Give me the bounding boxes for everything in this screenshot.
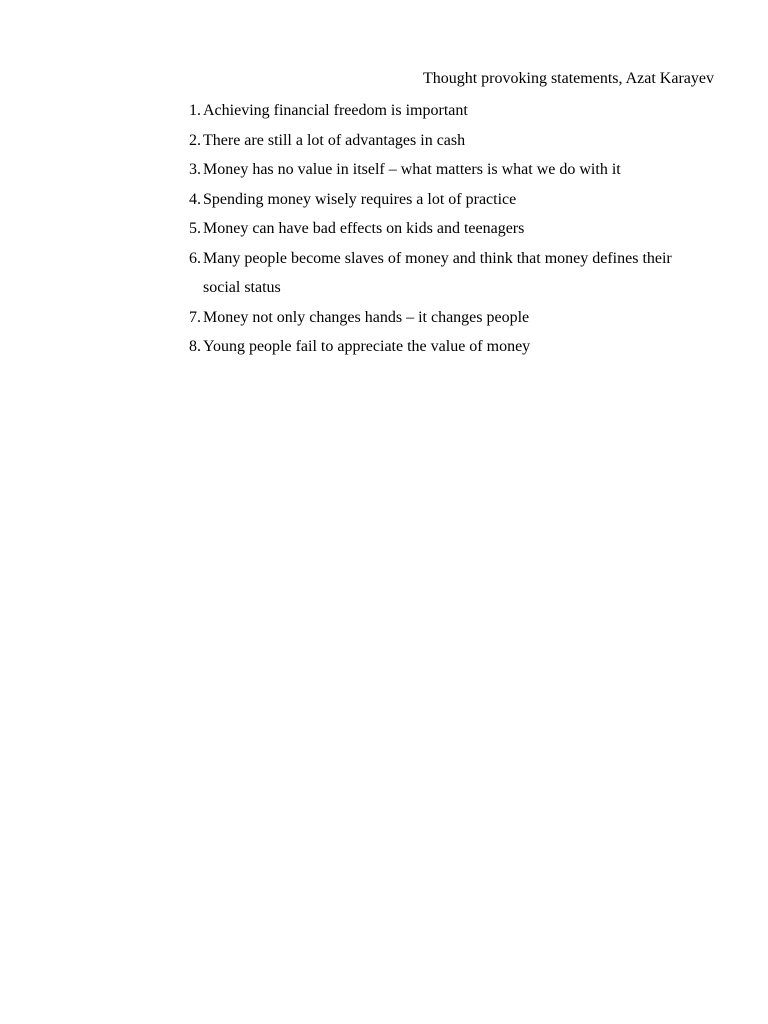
item-number: 1 .: [170, 96, 202, 126]
item-text: Money not only changes hands – it changes people: [203, 308, 530, 326]
item-text: Spending money wisely requires a lot of practice: [203, 190, 517, 208]
item-number: 4 .: [170, 185, 202, 215]
item-text: Many people become slaves of money and think that money defines their social status: [203, 249, 672, 296]
list-item: [170, 155, 710, 185]
item-number: 3 .: [170, 155, 202, 185]
list-item: [170, 244, 710, 303]
item-number: 5 .: [170, 214, 202, 244]
item-number: 7 .: [170, 303, 202, 333]
item-number: 2 .: [170, 126, 202, 156]
list-item: [170, 303, 710, 333]
item-number: 8 .: [170, 332, 202, 362]
statement-list: [170, 96, 710, 362]
list-item: [170, 185, 710, 215]
document-title: Thought provoking statements, Azat Karayev: [422, 70, 714, 87]
list-item: [170, 332, 710, 362]
item-text: Achieving financial freedom is important: [203, 102, 468, 119]
list-item: [170, 96, 710, 126]
item-text: There are still a lot of advantages in cash: [203, 131, 466, 149]
list-item: [170, 126, 710, 156]
item-number: 6 .: [170, 244, 202, 303]
item-text: Young people fail to appreciate the value of money: [203, 338, 531, 355]
item-text: Money can have bad effects on kids and teenagers: [203, 220, 525, 237]
item-text: Money has no value in itself – what matters is what we do with it: [203, 161, 621, 178]
list-item: [170, 214, 710, 244]
